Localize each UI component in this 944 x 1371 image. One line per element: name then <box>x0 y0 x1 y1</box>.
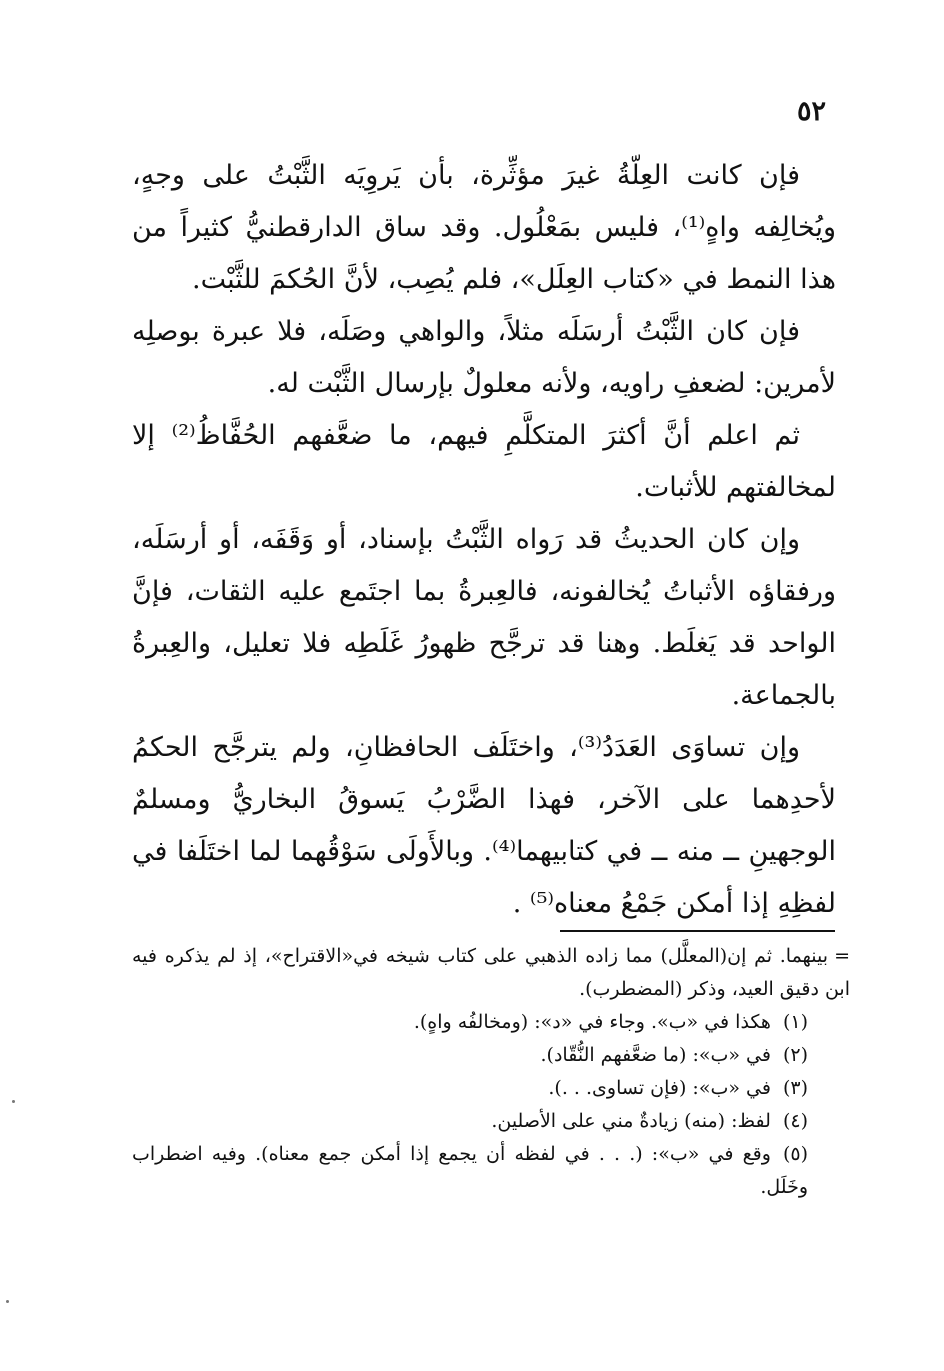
footnote-text: في «ب»: (فإن تساوى. . .). <box>548 1077 771 1099</box>
footnote-item <box>132 1039 844 1072</box>
footnote-separator <box>560 930 835 932</box>
scan-speck <box>12 1100 15 1103</box>
footnote-number: (٣) <box>782 1077 808 1099</box>
footnote-number: (٤) <box>782 1110 808 1132</box>
footnote-item <box>132 1105 844 1138</box>
footnote-text: لفظ: (منه) زيادةٌ مني على الأصلين. <box>491 1110 771 1132</box>
footnote-number: (١) <box>782 1011 808 1033</box>
footnote-item <box>132 1072 844 1105</box>
paragraph: وإن تساوَى العَدَدُ⁽³⁾، واختَلَف الحافظانِ، ولم يترجَّح الحكمُ لأحدِهما على الآخر، فهذا الضَّرْبُ يَسوقُ البخاريُّ ومسلمٌ الوجهينِ ــ منه ــ في كتابيهما⁽⁴⁾. وبالأَولَى سَوْقُهما لما اختَلَفا في لفظِهِ إذا أمكن جَمْعُ معناه⁽⁵⁾ . <box>132 732 836 919</box>
page-number: ٥٢ <box>796 96 826 127</box>
main-text <box>132 150 836 930</box>
footnote-text: هكذا في «ب». وجاء في «د»: (ومخالفُه واهٍ). <box>413 1011 771 1033</box>
scan-speck <box>6 1300 9 1303</box>
paragraph: وإن كان الحديثُ قد رَواه الثَّبْتُ بإسناد، أو وَقَفَه، أو أرسَلَه، ورفقاؤه الأثباتُ يُخالفونه، فالعِبرةُ بما اجتَمع عليه الثقات، فإنَّ الواحد قد يَغلَط. وهنا قد ترجَّح ظهورُ غَلَطِه فلا تعليل، والعِبرةُ بالجماعة. <box>132 524 836 711</box>
footnote-text: في «ب»: (ما ضعَّفهم النُّقّاد). <box>540 1044 771 1066</box>
footnote-text: بينهما. ثم إن(المعلَّل) مما زاده الذهبي على كتاب شيخه في«الاقتراح»، إذ لم يذكره فيه ابن دقيق العيد، وذكر (المضطرب). <box>132 945 850 1000</box>
footnote-text: وقع في «ب»: (. . . في لفظه أن يجمع إذا أمكن جمع معناه). وفيه اضطراب وخَلَل. <box>132 1143 808 1198</box>
paragraph: ثم اعلم أنَّ أكثرَ المتكلَّمِ فيهم، ما ضعَّفهم الحُفَّاظُ⁽²⁾ إلا لمخالفتهم للأثبات. <box>132 420 836 503</box>
footnote-number: (٥) <box>782 1143 808 1165</box>
continuation-marker: = <box>834 945 850 967</box>
footnote-item <box>132 1006 844 1039</box>
paragraph: فإن كان الثَّبْتُ أرسَلَه مثلاً، والواهي وصَلَه، فلا عبرة بوصلِه لأمرين: لضعفِ راويه، ولأنه معلولٌ بإرسال الثَّبْت له. <box>132 316 836 399</box>
footnote-item <box>132 1138 844 1204</box>
footnotes <box>132 940 850 1204</box>
footnote-number: (٢) <box>782 1044 808 1066</box>
footnote-continuation <box>132 940 850 1006</box>
paragraph: فإن كانت العِلّةُ غيرَ مؤثِّرة، بأن يَروِيَه الثَّبْتُ على وجهٍ، ويُخالِفه واهٍ⁽¹⁾، فليس بمَعْلُول. وقد ساق الدارقطنيُّ كثيراً من هذا النمط في «كتاب العِلَل»، فلم يُصِب، لأنَّ الحُكمَ للثَّبْت. <box>132 160 836 295</box>
